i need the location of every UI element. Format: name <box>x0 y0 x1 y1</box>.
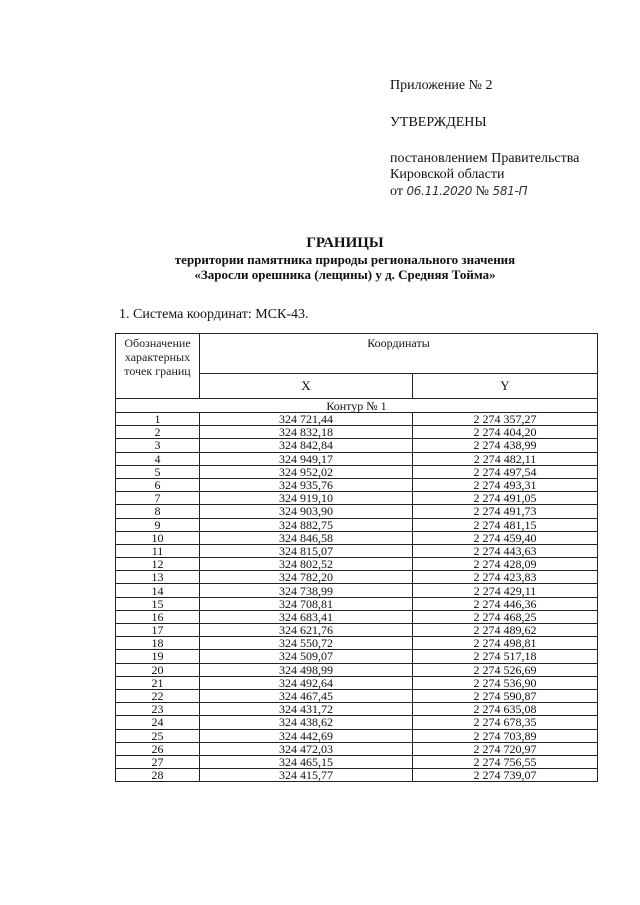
x-coordinate-cell: 324 815,07 <box>200 544 413 557</box>
table-row <box>116 571 598 584</box>
table-row <box>116 624 598 637</box>
point-number-cell: 24 <box>116 716 200 729</box>
x-coordinate-cell: 324 442,69 <box>200 729 413 742</box>
table-row <box>116 426 598 439</box>
x-coordinate-cell: 324 683,41 <box>200 610 413 623</box>
point-number-cell: 27 <box>116 755 200 768</box>
table-row <box>116 716 598 729</box>
header-y: Y <box>413 374 598 399</box>
x-coordinate-cell: 324 465,15 <box>200 755 413 768</box>
x-coordinate-cell: 324 431,72 <box>200 703 413 716</box>
decree-date: 06.11.2020 <box>406 184 473 198</box>
decree-line-2: Кировской области <box>390 167 505 182</box>
table-row <box>116 413 598 426</box>
header-designation: Обозначение характерных точек границ <box>116 334 200 399</box>
x-coordinate-cell: 324 846,58 <box>200 531 413 544</box>
table-row <box>116 478 598 491</box>
table-row <box>116 597 598 610</box>
table-row <box>116 663 598 676</box>
point-number-cell: 15 <box>116 597 200 610</box>
x-coordinate-cell: 324 415,77 <box>200 769 413 782</box>
table-row <box>116 505 598 518</box>
point-number-cell: 25 <box>116 729 200 742</box>
table-row <box>116 558 598 571</box>
point-number-cell: 4 <box>116 452 200 465</box>
y-coordinate-cell: 2 274 703,89 <box>413 729 598 742</box>
point-number-cell: 10 <box>116 531 200 544</box>
y-coordinate-cell: 2 274 536,90 <box>413 676 598 689</box>
point-number-cell: 16 <box>116 610 200 623</box>
y-coordinate-cell: 2 274 491,73 <box>413 505 598 518</box>
y-coordinate-cell: 2 274 482,11 <box>413 452 598 465</box>
title-main: ГРАНИЦЫ <box>306 235 384 251</box>
y-coordinate-cell: 2 274 493,31 <box>413 478 598 491</box>
header-coordinates: Координаты <box>200 334 598 374</box>
contour-label: Контур № 1 <box>116 399 598 413</box>
table-row <box>116 610 598 623</box>
decree-line-1: постановлением Правительства <box>390 151 580 166</box>
x-coordinate-cell: 324 738,99 <box>200 584 413 597</box>
point-number-cell: 7 <box>116 492 200 505</box>
x-coordinate-cell: 324 492,64 <box>200 676 413 689</box>
y-coordinate-cell: 2 274 635,08 <box>413 703 598 716</box>
point-number-cell: 20 <box>116 663 200 676</box>
document-title <box>0 234 640 282</box>
table-row <box>116 492 598 505</box>
y-coordinate-cell: 2 274 720,97 <box>413 742 598 755</box>
point-number-cell: 8 <box>116 505 200 518</box>
table-row <box>116 452 598 465</box>
x-coordinate-cell: 324 882,75 <box>200 518 413 531</box>
x-coordinate-cell: 324 832,18 <box>200 426 413 439</box>
table-row <box>116 518 598 531</box>
x-coordinate-cell: 324 708,81 <box>200 597 413 610</box>
point-number-cell: 23 <box>116 703 200 716</box>
y-coordinate-cell: 2 274 526,69 <box>413 663 598 676</box>
point-number-cell: 13 <box>116 571 200 584</box>
approved-label: УТВЕРЖДЕНЫ <box>390 115 487 130</box>
title-line-2: территории памятника природы регионального значения <box>174 252 516 267</box>
x-coordinate-cell: 324 467,45 <box>200 689 413 702</box>
y-coordinate-cell: 2 274 429,11 <box>413 584 598 597</box>
title-line-3: «Заросли орешника (лещины) у д. Средняя Тойма» <box>194 267 496 282</box>
x-coordinate-cell: 324 472,03 <box>200 742 413 755</box>
table-row <box>116 729 598 742</box>
y-coordinate-cell: 2 274 428,09 <box>413 558 598 571</box>
x-coordinate-cell: 324 919,10 <box>200 492 413 505</box>
point-number-cell: 18 <box>116 637 200 650</box>
x-coordinate-cell: 324 498,99 <box>200 663 413 676</box>
y-coordinate-cell: 2 274 468,25 <box>413 610 598 623</box>
x-coordinate-cell: 324 550,72 <box>200 637 413 650</box>
header-x: X <box>200 374 413 399</box>
coordinates-table <box>115 333 598 782</box>
decree-date-line <box>390 183 630 200</box>
y-coordinate-cell: 2 274 438,99 <box>413 439 598 452</box>
x-coordinate-cell: 324 782,20 <box>200 571 413 584</box>
y-coordinate-cell: 2 274 497,54 <box>413 465 598 478</box>
y-coordinate-cell: 2 274 756,55 <box>413 755 598 768</box>
point-number-cell: 6 <box>116 478 200 491</box>
table-row <box>116 439 598 452</box>
table-row <box>116 769 598 782</box>
y-coordinate-cell: 2 274 443,63 <box>413 544 598 557</box>
x-coordinate-cell: 324 802,52 <box>200 558 413 571</box>
point-number-cell: 17 <box>116 624 200 637</box>
x-coordinate-cell: 324 842,84 <box>200 439 413 452</box>
table-row <box>116 689 598 702</box>
x-coordinate-cell: 324 935,76 <box>200 478 413 491</box>
point-number-cell: 26 <box>116 742 200 755</box>
x-coordinate-cell: 324 438,62 <box>200 716 413 729</box>
table-row <box>116 544 598 557</box>
point-number-cell: 14 <box>116 584 200 597</box>
table-row <box>116 703 598 716</box>
x-coordinate-cell: 324 952,02 <box>200 465 413 478</box>
y-coordinate-cell: 2 274 517,18 <box>413 650 598 663</box>
y-coordinate-cell: 2 274 481,15 <box>413 518 598 531</box>
x-coordinate-cell: 324 903,90 <box>200 505 413 518</box>
y-coordinate-cell: 2 274 590,87 <box>413 689 598 702</box>
point-number-cell: 21 <box>116 676 200 689</box>
table-row <box>116 584 598 597</box>
point-number-cell: 12 <box>116 558 200 571</box>
point-number-cell: 22 <box>116 689 200 702</box>
point-number-cell: 3 <box>116 439 200 452</box>
x-coordinate-cell: 324 721,44 <box>200 413 413 426</box>
y-coordinate-cell: 2 274 489,62 <box>413 624 598 637</box>
table-row <box>116 755 598 768</box>
table-row <box>116 650 598 663</box>
table-row <box>116 637 598 650</box>
y-coordinate-cell: 2 274 739,07 <box>413 769 598 782</box>
table-row <box>116 465 598 478</box>
y-coordinate-cell: 2 274 491,05 <box>413 492 598 505</box>
y-coordinate-cell: 2 274 678,35 <box>413 716 598 729</box>
appendix-header <box>390 78 630 200</box>
point-number-cell: 9 <box>116 518 200 531</box>
appendix-number: Приложение № 2 <box>390 78 493 93</box>
table-row <box>116 531 598 544</box>
point-number-cell: 2 <box>116 426 200 439</box>
y-coordinate-cell: 2 274 404,20 <box>413 426 598 439</box>
coordinate-system-label: 1. Система координат: МСК-43. <box>119 307 309 322</box>
y-coordinate-cell: 2 274 498,81 <box>413 637 598 650</box>
decree-prefix: от <box>390 184 403 199</box>
x-coordinate-cell: 324 509,07 <box>200 650 413 663</box>
point-number-cell: 19 <box>116 650 200 663</box>
point-number-cell: 28 <box>116 769 200 782</box>
table-row <box>116 676 598 689</box>
y-coordinate-cell: 2 274 459,40 <box>413 531 598 544</box>
table-row <box>116 742 598 755</box>
point-number-cell: 11 <box>116 544 200 557</box>
decree-number: 581-П <box>492 184 528 198</box>
point-number-cell: 5 <box>116 465 200 478</box>
point-number-cell: 1 <box>116 413 200 426</box>
y-coordinate-cell: 2 274 357,27 <box>413 413 598 426</box>
x-coordinate-cell: 324 621,76 <box>200 624 413 637</box>
y-coordinate-cell: 2 274 423,83 <box>413 571 598 584</box>
decree-number-sign: № <box>475 184 490 199</box>
x-coordinate-cell: 324 949,17 <box>200 452 413 465</box>
y-coordinate-cell: 2 274 446,36 <box>413 597 598 610</box>
